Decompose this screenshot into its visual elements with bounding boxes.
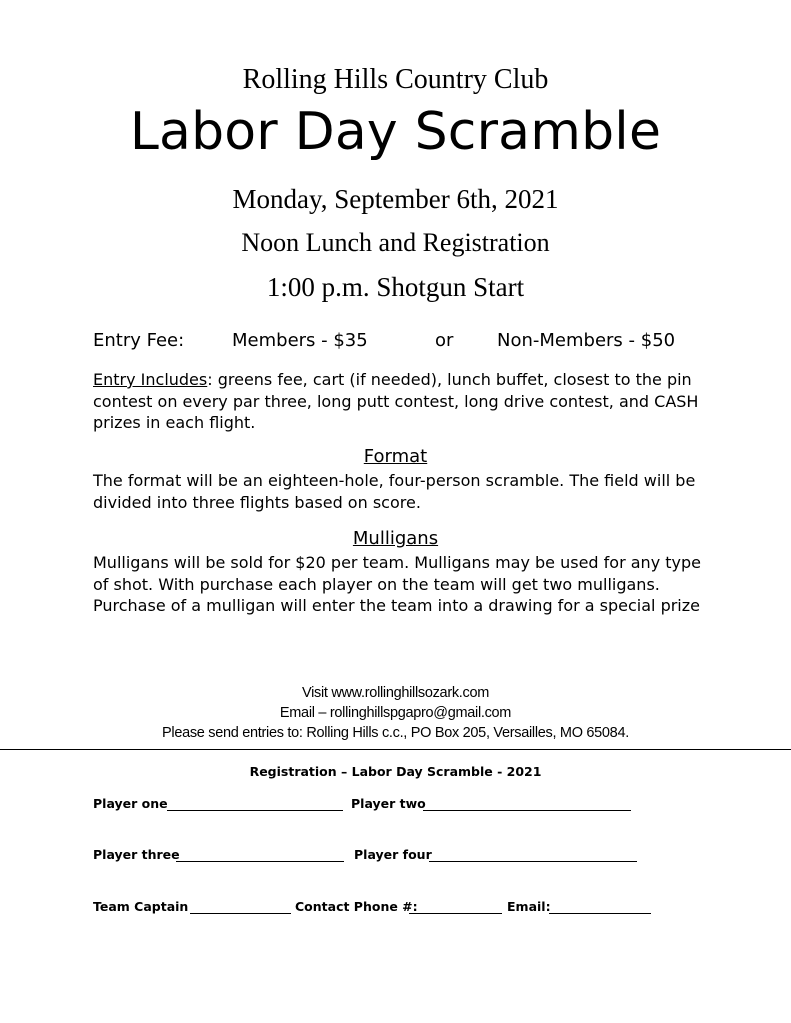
members-fee: Members - $35	[232, 330, 368, 351]
email-line: Email – rollinghillspgapro@gmail.com	[279, 705, 512, 721]
player-two-field[interactable]	[423, 796, 631, 811]
non-members-fee: Non-Members - $50	[497, 330, 676, 351]
mulligans-heading: Mulligans	[352, 528, 439, 549]
captain-row	[93, 899, 713, 919]
email-field[interactable]	[549, 899, 651, 914]
player-two-label: Player two	[351, 796, 426, 811]
registration-title: Registration – Labor Day Scramble - 2021	[249, 764, 542, 779]
page-title: Labor Day Scramble	[129, 102, 662, 162]
player-one-label: Player one	[93, 796, 168, 811]
start-time: 1:00 p.m. Shotgun Start	[266, 272, 525, 302]
lunch-time: Noon Lunch and Registration	[241, 228, 550, 257]
team-captain-label: Team Captain	[93, 899, 189, 914]
contact-phone-label: Contact Phone #:	[295, 899, 418, 914]
format-text: The format will be an eighteen-hole, four-person scramble. The field will be divided into three flights based on score.	[93, 471, 696, 512]
player-three-label: Player three	[93, 847, 180, 862]
entry-includes-label: Entry Includes	[93, 370, 208, 389]
entry-fee-label: Entry Fee:	[93, 330, 185, 351]
player-one-field[interactable]	[167, 796, 343, 811]
player-four-field[interactable]	[429, 847, 637, 862]
player-three-field[interactable]	[176, 847, 344, 862]
team-captain-field[interactable]	[190, 899, 291, 914]
contact-phone-field[interactable]	[409, 899, 502, 914]
mailing-address: Please send entries to: Rolling Hills c.c., PO Box 205, Versailles, MO 65084.	[162, 725, 629, 741]
player-four-label: Player four	[354, 847, 432, 862]
players-row-2	[93, 847, 713, 867]
email-label: Email:	[507, 899, 551, 914]
event-date: Monday, September 6th, 2021	[232, 184, 559, 214]
players-row-1	[93, 796, 713, 816]
club-name: Rolling Hills Country Club	[242, 64, 549, 95]
entry-includes	[93, 369, 713, 434]
form-divider	[0, 749, 791, 750]
entry-includes-text: : greens fee, cart (if needed), lunch buffet, closest to the pin contest on every par three, long putt contest, long drive contest, and CASH prizes in each flight.	[93, 370, 699, 432]
website-line: Visit www.rollinghillsozark.com	[301, 685, 490, 701]
format-heading: Format	[363, 446, 428, 467]
fee-or: or	[435, 330, 454, 351]
mulligans-text: Mulligans will be sold for $20 per team. Mulligans may be used for any type of shot. With purchase each player on the team will get two mulligans. Purchase of a mulligan will enter the team into a drawing for a special prize	[93, 553, 701, 615]
